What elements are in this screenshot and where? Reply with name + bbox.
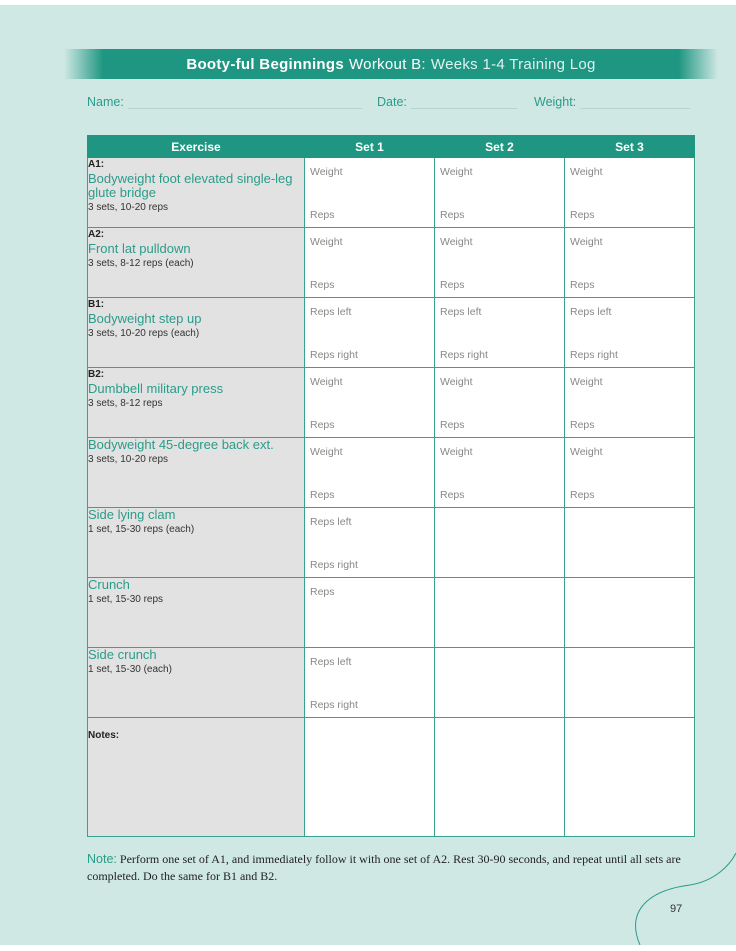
exercise-cell	[88, 158, 305, 228]
weight-line[interactable]	[580, 94, 690, 109]
cell-top-label: Reps left	[310, 306, 352, 318]
name-label: Name:	[87, 95, 124, 109]
exercise-name: Side crunch	[88, 647, 157, 662]
cell-top-label: Reps left	[310, 656, 352, 668]
set-cell[interactable]	[565, 158, 695, 228]
cell-bottom-label: Reps right	[570, 349, 618, 361]
date-line[interactable]	[411, 94, 517, 109]
cell-top-label: Reps left	[310, 516, 352, 528]
set-cell[interactable]	[435, 578, 565, 648]
exercise-sets: 3 sets, 8-12 reps	[88, 398, 163, 409]
exercise-cell	[88, 648, 305, 718]
exercise-sets: 3 sets, 10-20 reps	[88, 202, 169, 213]
cell-bottom-label: Reps	[440, 489, 465, 501]
cell-bottom-label: Reps	[570, 419, 595, 431]
cell-top-label: Reps	[310, 586, 335, 598]
cell-top-label: Weight	[310, 236, 343, 248]
cell-top-label: Weight	[440, 446, 473, 458]
set-cell[interactable]	[305, 298, 435, 368]
cell-bottom-label: Reps right	[310, 349, 358, 361]
cell-top-label: Weight	[570, 166, 603, 178]
table-row	[88, 578, 695, 648]
notes-set-cell[interactable]	[305, 718, 435, 837]
set-cell[interactable]	[435, 298, 565, 368]
exercise-sets: 3 sets, 10-20 reps (each)	[88, 328, 200, 339]
col-header-set2: Set 2	[435, 136, 565, 158]
cell-bottom-label: Reps right	[440, 349, 488, 361]
cell-bottom-label: Reps	[570, 489, 595, 501]
exercise-cell	[88, 578, 305, 648]
exercise-label: B1:	[88, 299, 105, 310]
exercise-sets: 1 set, 15-30 reps (each)	[88, 524, 195, 535]
notes-label: Notes:	[88, 730, 120, 741]
set-cell[interactable]	[305, 508, 435, 578]
set-cell[interactable]	[305, 578, 435, 648]
set-cell[interactable]	[435, 158, 565, 228]
exercise-name: Front lat pulldown	[88, 241, 191, 256]
col-header-exercise: Exercise	[88, 136, 305, 158]
set-cell[interactable]	[565, 298, 695, 368]
notes-cell	[88, 718, 305, 837]
cell-bottom-label: Reps	[440, 419, 465, 431]
set-cell[interactable]	[565, 438, 695, 508]
table-row	[88, 158, 695, 228]
title-banner	[64, 49, 718, 79]
set-cell[interactable]	[565, 648, 695, 718]
exercise-label: A1:	[88, 159, 105, 170]
cell-bottom-label: Reps	[570, 209, 595, 221]
exercise-cell	[88, 438, 305, 508]
set-cell[interactable]	[435, 438, 565, 508]
cell-top-label: Weight	[570, 376, 603, 388]
cell-top-label: Weight	[440, 376, 473, 388]
cell-bottom-label: Reps right	[310, 559, 358, 571]
table-row	[88, 438, 695, 508]
set-cell[interactable]	[435, 368, 565, 438]
table-header-row	[88, 136, 695, 158]
table-row	[88, 228, 695, 298]
exercise-cell	[88, 508, 305, 578]
page	[0, 5, 736, 945]
table-row	[88, 508, 695, 578]
cell-top-label: Reps left	[570, 306, 612, 318]
set-cell[interactable]	[305, 228, 435, 298]
weight-label: Weight:	[534, 95, 577, 109]
cell-bottom-label: Reps	[440, 209, 465, 221]
cell-bottom-label: Reps	[310, 209, 335, 221]
cell-top-label: Reps left	[440, 306, 482, 318]
exercise-name: Side lying clam	[88, 507, 176, 522]
set-cell[interactable]	[565, 578, 695, 648]
notes-row	[88, 718, 695, 837]
cell-top-label: Weight	[310, 166, 343, 178]
exercise-sets: 3 sets, 8-12 reps (each)	[88, 258, 194, 269]
set-cell[interactable]	[435, 648, 565, 718]
cell-top-label: Weight	[570, 236, 603, 248]
table-row	[88, 298, 695, 368]
exercise-sets: 1 set, 15-30 (each)	[88, 664, 172, 675]
exercise-label: A2:	[88, 229, 105, 240]
exercise-name: Bodyweight step up	[88, 311, 202, 326]
set-cell[interactable]	[565, 368, 695, 438]
exercise-name: Bodyweight foot elevated single-leg glute bridge	[88, 171, 293, 200]
note-label: Note:	[87, 852, 117, 866]
title-bold: Booty-ful Beginnings	[186, 55, 344, 73]
set-cell[interactable]	[435, 228, 565, 298]
notes-set-cell[interactable]	[565, 718, 695, 837]
table-row	[88, 368, 695, 438]
exercise-sets: 3 sets, 10-20 reps	[88, 454, 169, 465]
exercise-cell	[88, 298, 305, 368]
exercise-name: Crunch	[88, 577, 130, 592]
cell-bottom-label: Reps	[310, 419, 335, 431]
cell-top-label: Weight	[310, 446, 343, 458]
cell-top-label: Weight	[440, 236, 473, 248]
page-number: 97	[670, 903, 683, 915]
set-cell[interactable]	[305, 438, 435, 508]
set-cell[interactable]	[435, 508, 565, 578]
title-weeks: Weeks 1-4 Training Log	[430, 55, 596, 73]
cell-bottom-label: Reps	[310, 489, 335, 501]
title-workout: Workout B:	[348, 55, 426, 73]
exercise-name: Dumbbell military press	[88, 381, 224, 396]
set-cell[interactable]	[565, 228, 695, 298]
cell-bottom-label: Reps	[570, 279, 595, 291]
note-text: Perform one set of A1, and immediately follow it with one set of A2. Rest 30-90 seconds, and repeat until all sets are completed. Do the same for B1 and B2.	[87, 852, 681, 883]
exercise-sets: 1 set, 15-30 reps	[88, 594, 164, 605]
col-header-set3: Set 3	[565, 136, 695, 158]
table-row	[88, 648, 695, 718]
cell-top-label: Weight	[310, 376, 343, 388]
name-line[interactable]	[128, 94, 362, 109]
header-fields	[87, 94, 693, 114]
set-cell[interactable]	[305, 158, 435, 228]
set-cell[interactable]	[565, 508, 695, 578]
cell-bottom-label: Reps	[440, 279, 465, 291]
training-log-table	[87, 135, 695, 837]
set-cell[interactable]	[305, 368, 435, 438]
exercise-name: Bodyweight 45-degree back ext.	[88, 437, 274, 452]
exercise-cell	[88, 368, 305, 438]
col-header-set1: Set 1	[305, 136, 435, 158]
note-paragraph	[87, 851, 699, 885]
date-label: Date:	[377, 95, 407, 109]
cell-bottom-label: Reps right	[310, 699, 358, 711]
exercise-label: B2:	[88, 369, 105, 380]
cell-top-label: Weight	[570, 446, 603, 458]
set-cell[interactable]	[305, 648, 435, 718]
notes-set-cell[interactable]	[435, 718, 565, 837]
cell-bottom-label: Reps	[310, 279, 335, 291]
exercise-cell	[88, 228, 305, 298]
cell-top-label: Weight	[440, 166, 473, 178]
